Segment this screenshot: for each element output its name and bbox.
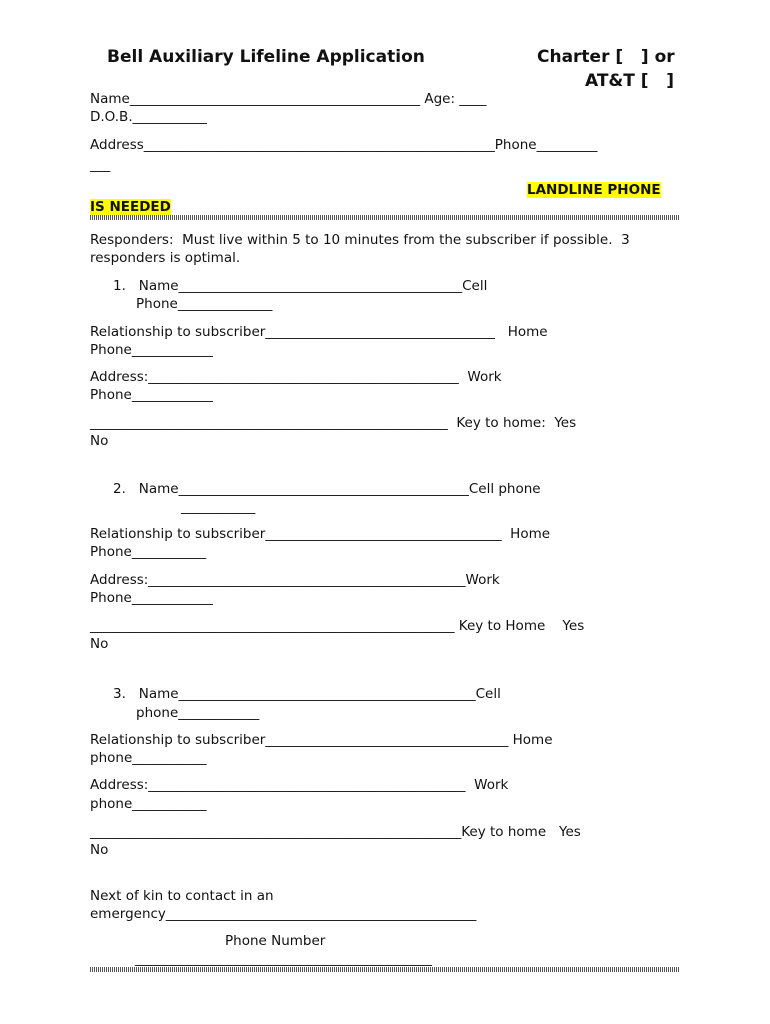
responders-instructions-wrap: responders is optimal. bbox=[90, 250, 241, 266]
provider-choice-line2[interactable]: AT&T [ ] bbox=[585, 71, 675, 91]
responder-3-cell-field[interactable]: phone____________ bbox=[136, 705, 260, 721]
next-of-kin-field[interactable]: emergency______________________________________________ bbox=[90, 906, 477, 922]
responder-3-address-field[interactable]: Address:_______________________________________________ Work bbox=[90, 777, 509, 793]
responder-2-home-phone-field[interactable]: Phone___________ bbox=[90, 544, 207, 560]
responder-3-key-field[interactable]: _______________________________________________________Key to home Yes bbox=[90, 824, 581, 840]
next-of-kin-phone-label: Phone Number bbox=[225, 933, 326, 949]
responder-1-home-phone-field[interactable]: Phone____________ bbox=[90, 342, 213, 358]
landline-notice: LANDLINE PHONE bbox=[527, 182, 661, 198]
dob-field[interactable]: D.O.B.___________ bbox=[90, 109, 207, 125]
name-age-field[interactable]: Name___________________________________________ Age: ____ bbox=[90, 91, 487, 107]
responder-2-cell-field[interactable]: ___________ bbox=[181, 499, 256, 515]
provider-choice-line1[interactable]: Charter [ ] or bbox=[537, 47, 675, 67]
responder-2-key-field[interactable]: ______________________________________________________ Key to Home Yes bbox=[90, 618, 585, 634]
responder-1-cell-field[interactable]: Phone______________ bbox=[136, 296, 273, 312]
section-divider bbox=[90, 215, 680, 220]
responder-2-work-phone-field[interactable]: Phone____________ bbox=[90, 590, 213, 606]
responder-1-key-no[interactable]: No bbox=[90, 433, 109, 449]
form-title: Bell Auxiliary Lifeline Application bbox=[107, 47, 425, 67]
responder-1-key-field[interactable]: _____________________________________________________ Key to home: Yes bbox=[90, 415, 577, 431]
responder-1-relationship-field[interactable]: Relationship to subscriber__________________________________ Home bbox=[90, 324, 548, 340]
landline-notice-wrap: IS NEEDED bbox=[90, 199, 171, 215]
next-of-kin-label: Next of kin to contact in an bbox=[90, 888, 274, 904]
responder-3-name-field[interactable]: 3. Name____________________________________________Cell bbox=[113, 686, 501, 702]
responder-3-relationship-field[interactable]: Relationship to subscriber____________________________________ Home bbox=[90, 732, 553, 748]
responder-1-name-field[interactable]: 1. Name__________________________________________Cell bbox=[113, 278, 488, 294]
address-phone-field[interactable]: Address____________________________________________________Phone_________ bbox=[90, 137, 598, 153]
responder-2-address-field[interactable]: Address:_______________________________________________Work bbox=[90, 572, 500, 588]
responder-2-relationship-field[interactable]: Relationship to subscriber___________________________________ Home bbox=[90, 526, 551, 542]
address-phone-field-wrap[interactable]: ___ bbox=[90, 157, 111, 173]
footer-divider bbox=[90, 967, 680, 972]
responder-2-name-field[interactable]: 2. Name___________________________________________Cell phone bbox=[113, 481, 541, 497]
responders-instructions: Responders: Must live within 5 to 10 minutes from the subscriber if possible. 3 bbox=[90, 232, 630, 248]
responder-2-key-no[interactable]: No bbox=[90, 636, 109, 652]
responder-1-work-phone-field[interactable]: Phone____________ bbox=[90, 387, 213, 403]
next-of-kin-phone-field[interactable]: ____________________________________________ bbox=[135, 951, 432, 967]
responder-3-work-phone-field[interactable]: phone___________ bbox=[90, 796, 207, 812]
responder-1-address-field[interactable]: Address:______________________________________________ Work bbox=[90, 369, 502, 385]
responder-3-key-no[interactable]: No bbox=[90, 842, 109, 858]
responder-3-home-phone-field[interactable]: phone___________ bbox=[90, 750, 207, 766]
